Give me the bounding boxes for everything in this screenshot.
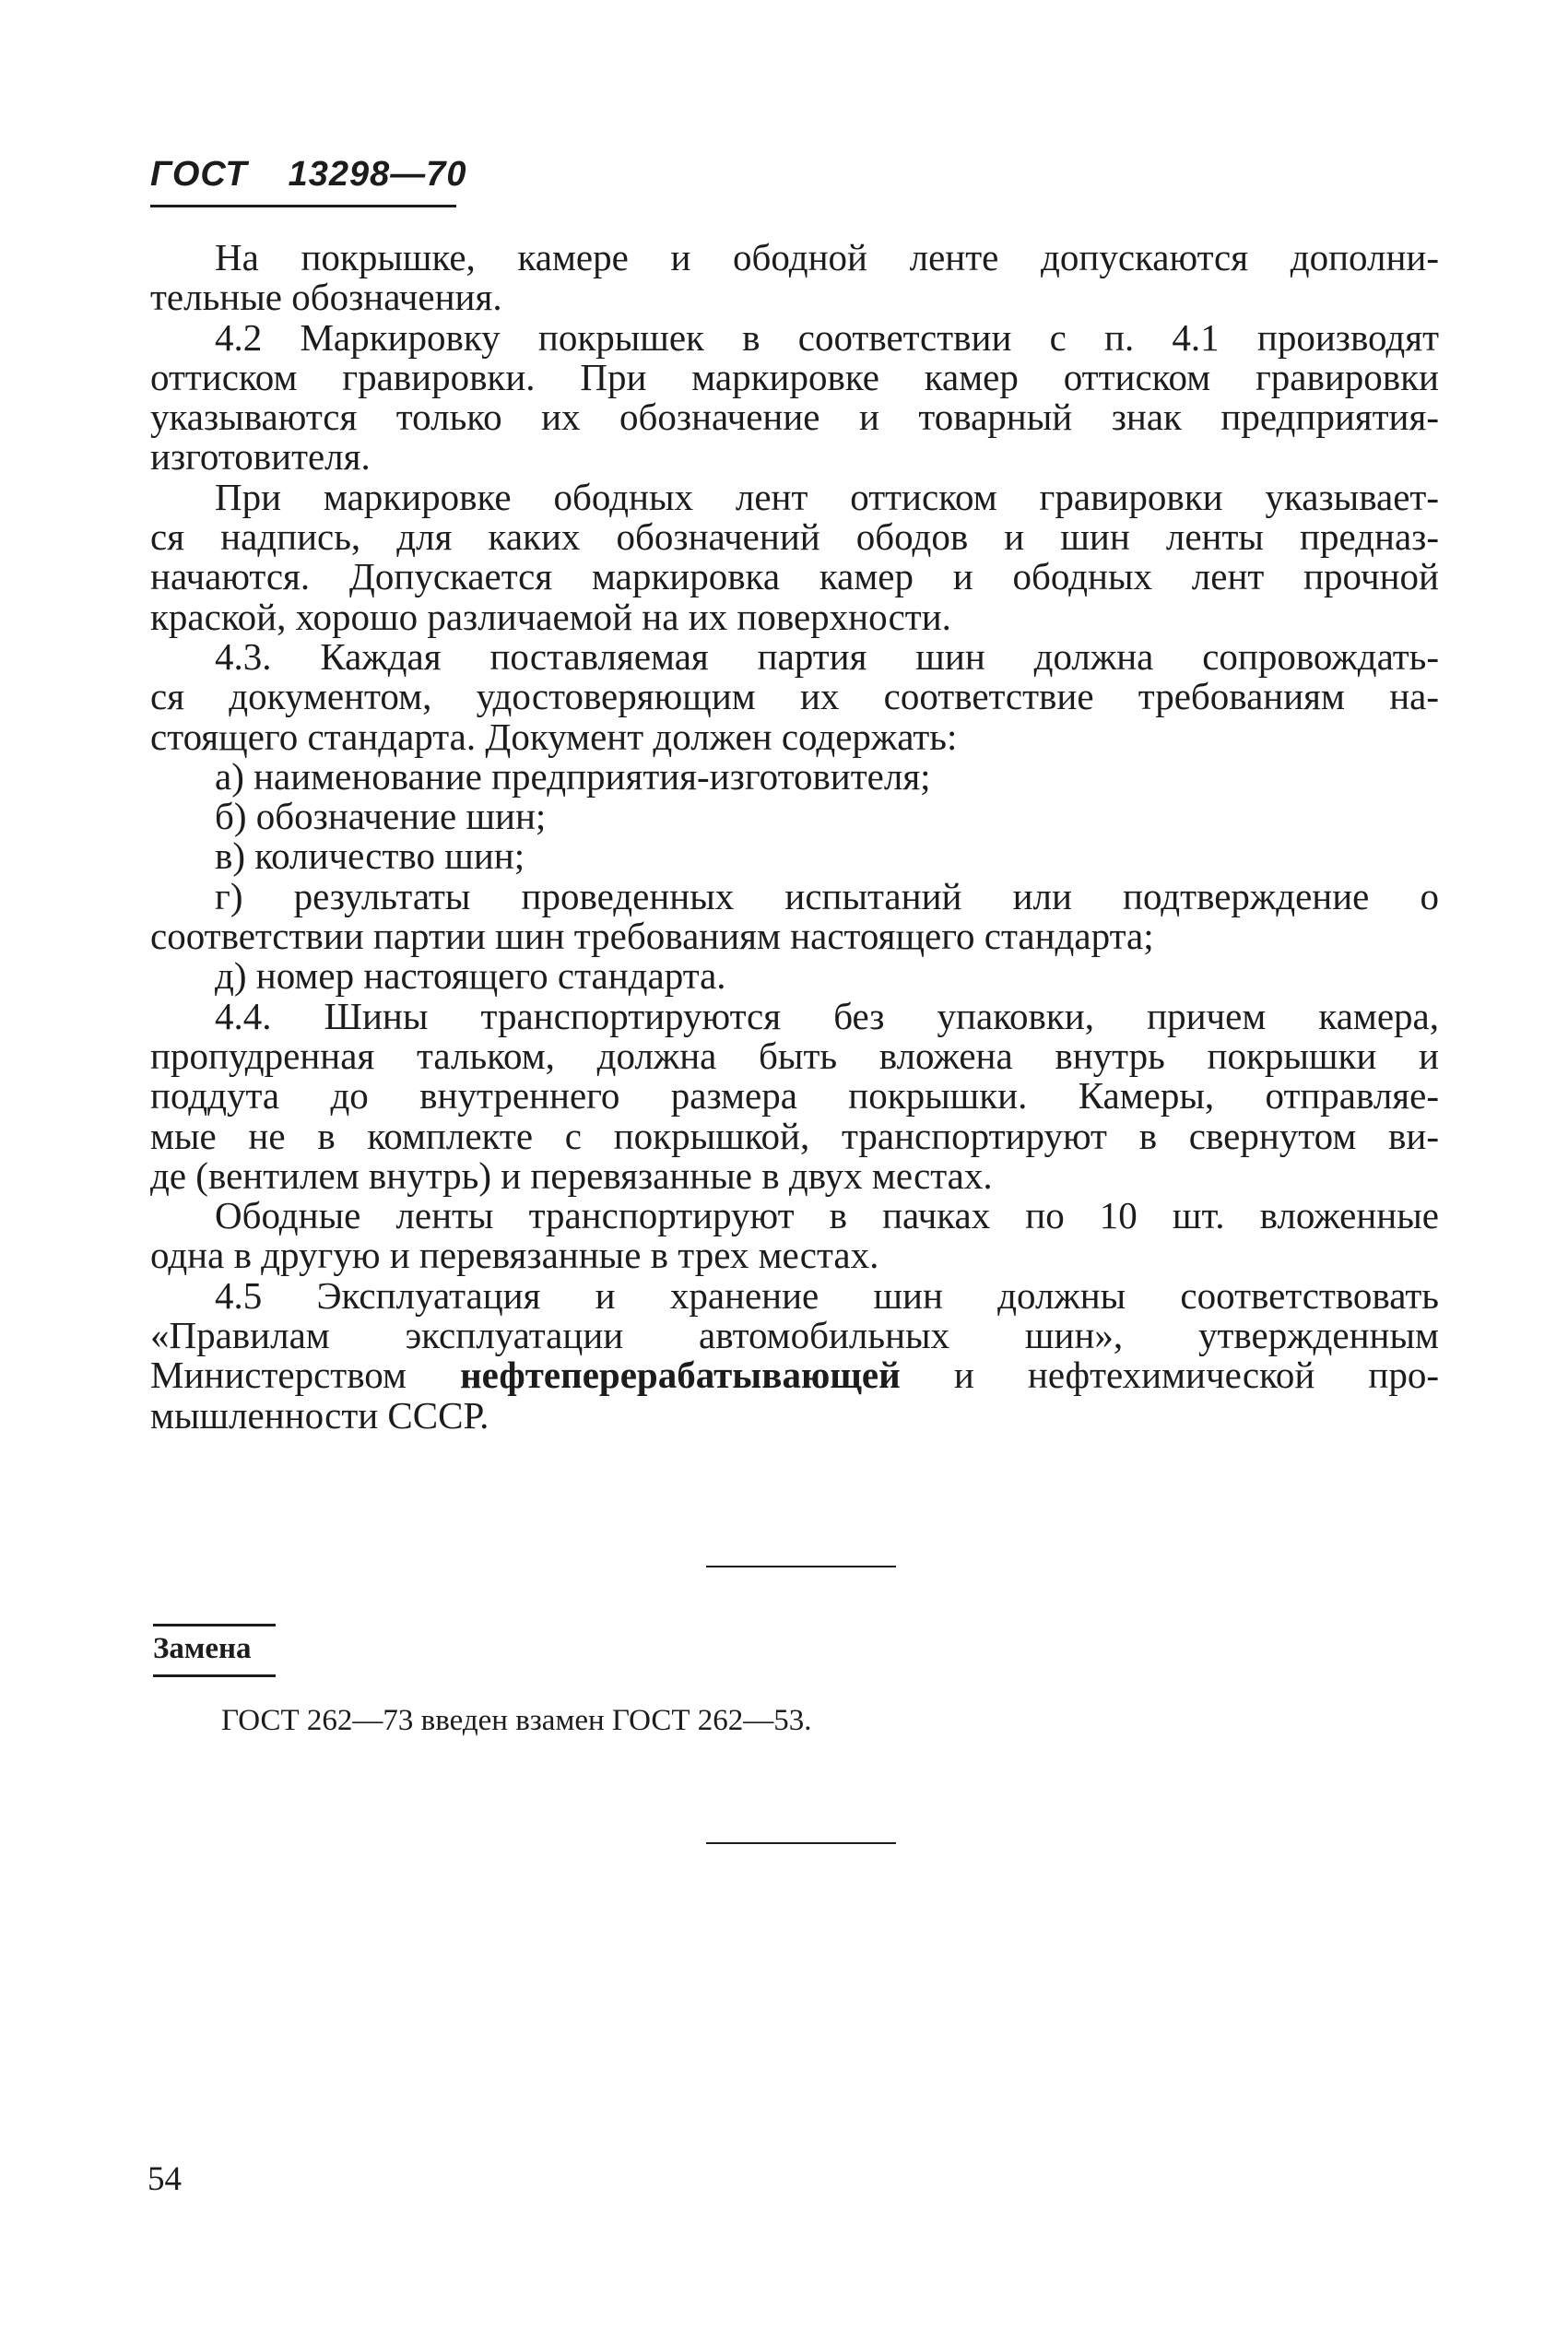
text-line: При маркировке ободных лент оттиском гравировки указывает- bbox=[215, 475, 1439, 518]
text-line: ся документом, удостоверяющим их соответствие требованиям на- bbox=[150, 675, 1439, 718]
text-line: в) количество шин; bbox=[215, 834, 525, 878]
text-line: На покрышке, камере и ободной ленте допускаются дополни- bbox=[215, 236, 1439, 278]
text-line: б) обозначение шин; bbox=[215, 795, 547, 838]
text-line: одна в другую и перевязанные в трех местах. bbox=[150, 1234, 879, 1277]
standard-code: ГОСТ bbox=[150, 155, 248, 194]
text-line: указываются только их обозначение и товарный знак предприятия- bbox=[150, 396, 1439, 439]
text-line: краской, хорошо различаемой на их поверхности. bbox=[150, 595, 951, 638]
text-line: 4.5 Эксплуатация и хранение шин должны соответствовать bbox=[215, 1273, 1439, 1317]
text-line: мышленности СССР. bbox=[150, 1393, 489, 1437]
text-line: поддута до внутреннего размера покрышки. Камеры, отправляе- bbox=[150, 1074, 1439, 1118]
amendment-text: ГОСТ 262—73 введен взамен ГОСТ 262—53. bbox=[221, 1704, 812, 1737]
text-line: тельные обозначения. bbox=[150, 276, 502, 319]
document-header bbox=[150, 155, 467, 195]
page-number: 54 bbox=[147, 2160, 182, 2198]
text-line: г) результаты проведенных испытаний или подтверждение о bbox=[215, 874, 1439, 917]
text-line: оттиском гравировки. При маркировке камер оттиском гравировки bbox=[150, 355, 1439, 398]
text-line: д) номер настоящего стандарта. bbox=[215, 954, 726, 998]
section-separator bbox=[706, 1566, 896, 1567]
text-line: ся надпись, для каких обозначений ободов и шин ленты предназ- bbox=[150, 515, 1439, 559]
text-line: Ободные ленты транспортируют в пачках по 10 шт. вложенные bbox=[215, 1194, 1439, 1237]
text-line bbox=[150, 1355, 1439, 1395]
amendment-heading-underline bbox=[153, 1674, 276, 1677]
text-line: изготовителя. bbox=[150, 435, 371, 479]
text-line: соответствии партии шин требованиям настоящего стандарта; bbox=[150, 915, 1154, 958]
amendment-rule bbox=[153, 1624, 276, 1626]
text-line: 4.4. Шины транспортируются без упаковки, причем камера, bbox=[215, 994, 1439, 1037]
document-body bbox=[150, 238, 1439, 1436]
text-line: начаются. Допускается маркировка камер и ободных лент прочной bbox=[150, 555, 1439, 598]
text-span: Министерством bbox=[150, 1354, 461, 1397]
text-line: мые не в комплекте с покрышкой, транспортируют в свернутом ви- bbox=[150, 1114, 1439, 1157]
text-line: 4.3. Каждая поставляемая партия шин должна сопровождать- bbox=[215, 634, 1439, 678]
text-line: де (вентилем внутрь) и перевязанные в двух местах. bbox=[150, 1153, 993, 1197]
text-line: стоящего стандарта. Документ должен содержать: bbox=[150, 715, 958, 758]
text-span: и нефтехимической про- bbox=[900, 1354, 1439, 1397]
text-line: 4.2 Маркировку покрышек в соответствии с п. 4.1 производят bbox=[215, 315, 1439, 359]
section-separator bbox=[706, 1842, 896, 1844]
header-rule bbox=[150, 205, 456, 207]
bold-text: нефтеперерабатывающей bbox=[460, 1354, 901, 1397]
text-line: «Правилам эксплуатации автомобильных шин», утвержденным bbox=[150, 1314, 1439, 1357]
standard-number: 13298—70 bbox=[288, 155, 467, 194]
text-line: пропудренная тальком, должна быть вложена внутрь покрышки и bbox=[150, 1034, 1439, 1077]
text-line: а) наименование предприятия-изготовителя; bbox=[215, 754, 931, 798]
amendment-heading: Замена bbox=[153, 1632, 252, 1665]
